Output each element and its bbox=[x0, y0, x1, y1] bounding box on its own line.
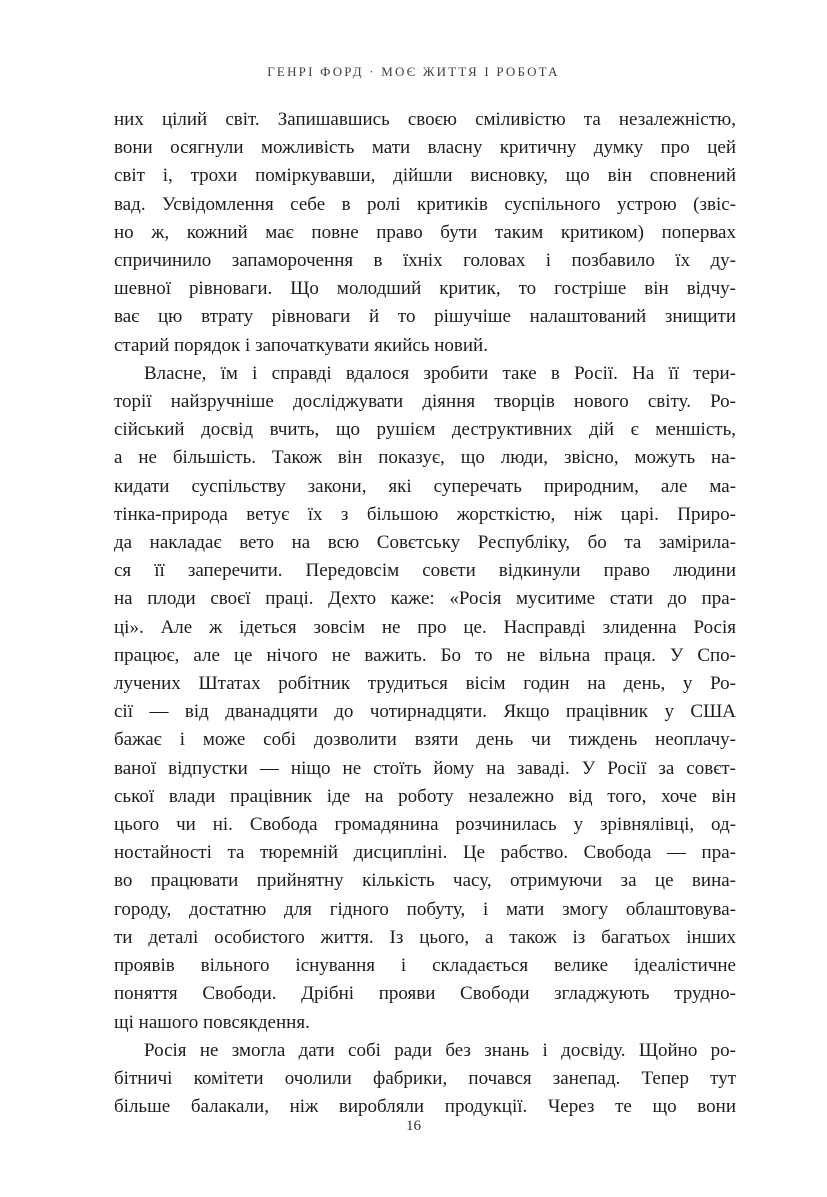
text-line: ностайності та тюремній дисципліні. Це рабство. Свобода — пра- bbox=[114, 842, 736, 864]
text-line: проявів вільного існування і складається велике ідеалістичне bbox=[114, 955, 736, 977]
text-line: торії найзручніше досліджувати діяння творців нового світу. Ро- bbox=[114, 391, 736, 413]
text-line: поняття Свободи. Дрібні прояви Свободи згладжують трудно- bbox=[114, 983, 736, 1005]
paragraph bbox=[114, 360, 736, 1037]
text-line: ваної відпустки — ніщо не стоїть йому на заваді. У Росії за совєт- bbox=[114, 757, 736, 779]
text-line: ває цю втрату рівноваги й то рішучіше налаштований знищити bbox=[114, 306, 736, 328]
text-line: працює, але це нічого не важить. Бо то не вільна праця. У Спо- bbox=[114, 644, 736, 666]
page-number: 16 bbox=[406, 1118, 421, 1134]
text-line: вад. Усвідомлення себе в ролі критиків суспільного устрою (звіс- bbox=[114, 193, 736, 215]
paragraph bbox=[114, 106, 736, 360]
text-line: да накладає вето на всю Совєтську Республіку, бо та замірила- bbox=[114, 532, 736, 554]
body-text bbox=[114, 106, 736, 1121]
text-line: старий порядок і започаткувати якийсь новий. bbox=[114, 334, 488, 356]
text-line: Власне, їм і справді вдалося зробити таке в Росії. На її тери- bbox=[144, 362, 736, 384]
text-line: спричинило запаморочення в їхніх головах і позбавило їх ду- bbox=[114, 250, 736, 272]
text-line: ці». Але ж ідеться зовсім не про це. Насправді злиденна Росія bbox=[114, 616, 736, 638]
text-line: тінка-природа ветує їх з більшою жорсткістю, ніж царі. Приро- bbox=[114, 503, 736, 525]
text-line: на плоди своєї праці. Дехто каже: «Росія муситиме стати до пра- bbox=[114, 588, 736, 610]
text-line: городу, достатню для гідного побуту, і мати змогу облаштовува- bbox=[114, 898, 736, 920]
text-line: бажає і може собі дозволити взяти день чи тиждень неоплачу- bbox=[114, 729, 736, 751]
text-line: цього чи ні. Свобода громадянина розчинилась у зрівнялівці, од- bbox=[114, 814, 736, 836]
text-line: во працювати прийнятну кількість часу, отримуючи за це вина- bbox=[114, 870, 736, 892]
text-line: щі нашого повсякдення. bbox=[114, 1011, 310, 1033]
text-line: ся її заперечити. Передовсім совєти відкинули право людини bbox=[114, 560, 736, 582]
text-line: ської влади працівник іде на роботу незалежно від того, хоче він bbox=[114, 785, 736, 807]
paragraph bbox=[114, 1037, 736, 1122]
text-line: а не більшість. Також він показує, що люди, звісно, можуть на- bbox=[114, 447, 736, 469]
text-line: шевної рівноваги. Що молодший критик, то гостріше він відчу- bbox=[114, 278, 736, 300]
text-line: но ж, кожний має повне право бути таким критиком) попервах bbox=[114, 221, 736, 243]
text-line: Росія не змогла дати собі ради без знань і досвіду. Щойно ро- bbox=[144, 1039, 736, 1061]
running-header: ГЕНРІ ФОРД · МОЄ ЖИТТЯ І РОБОТА bbox=[267, 64, 560, 79]
text-line: ти деталі особистого життя. Із цього, а також із багатьох інших bbox=[114, 926, 736, 948]
text-line: сійський досвід вчить, що рушієм деструктивних дій є меншість, bbox=[114, 419, 736, 441]
text-line: більше балакали, ніж виробляли продукції. Через те що вони bbox=[114, 1096, 736, 1118]
text-line: них цілий світ. Запишавшись своєю сміливістю та незалежністю, bbox=[114, 109, 736, 130]
text-line: світ і, трохи поміркувавши, дійшли висновку, що він сповнений bbox=[114, 165, 736, 187]
text-line: кидати суспільству закони, які суперечать природним, але ма- bbox=[114, 475, 736, 497]
text-line: вони осягнули можливість мати власну критичну думку про цей bbox=[114, 137, 736, 159]
text-line: лучених Штатах робітник трудиться вісім годин на день, у Ро- bbox=[114, 673, 736, 695]
text-line: сії — від дванадцяти до чотирнадцяти. Якщо працівник у США bbox=[114, 701, 736, 723]
text-line: бітничі комітети очолили фабрики, почався занепад. Тепер тут bbox=[114, 1067, 736, 1089]
